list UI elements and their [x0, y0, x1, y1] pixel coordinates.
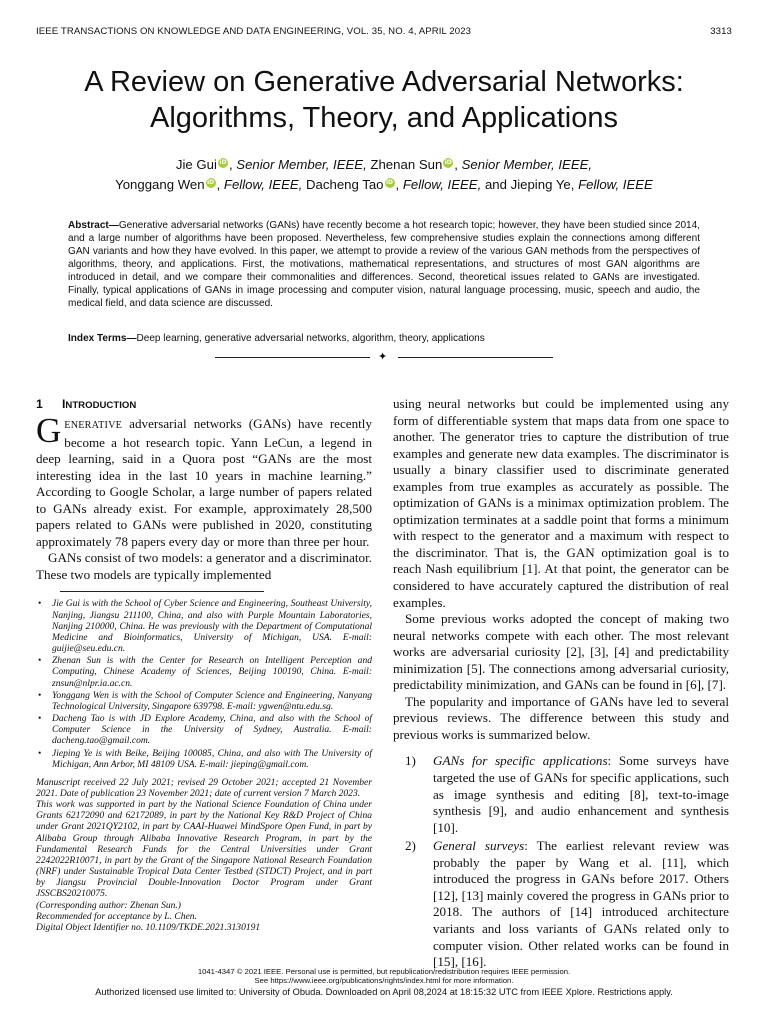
bullet: • — [38, 689, 42, 701]
manuscript-line: Manuscript received 22 July 2021; revised 29 October 2021; accepted 21 November 2021. Date of publication 23 November 2021; date of current version 7 March 2023. — [36, 776, 372, 799]
author-list — [40, 155, 728, 195]
index-terms-label: Index Terms— — [68, 333, 137, 344]
page-footer — [0, 967, 768, 998]
manuscript-line: (Corresponding author: Zhenan Sun.) — [36, 899, 181, 911]
author-name: and Jieping Ye, — [484, 177, 575, 192]
footnote-item — [36, 655, 372, 688]
author-name: Jie Gui — [175, 157, 217, 172]
author-name: Yonggang Wen — [115, 177, 205, 192]
orcid-icon[interactable]: iD — [207, 179, 215, 186]
manuscript-line: Recommended for acceptance by L. Chen. — [36, 910, 197, 922]
right-paragraph-3: The popularity and importance of GANs have led to several previous reviews. The difference between this study and previous works is summarized below. — [393, 693, 729, 742]
affiliation-footnotes — [36, 598, 372, 769]
footnote-text: Zhenan Sun is with the Center for Research on Intelligent Perception and Computing, Chinese Academy of Sciences, Beijing 100190, China. E-mail: znsun@nlpr.ia.ac.cn. — [52, 655, 372, 689]
separator-line-right — [398, 357, 553, 358]
copyright-line: 1041-4347 © 2021 IEEE. Personal use is permitted, but republication/redistribution requires IEEE permission. — [197, 967, 571, 976]
bullet: • — [38, 655, 42, 667]
footnote-text: Dacheng Tao is with JD Explore Academy, China, and also with the School of Computer Science in the University of Sydney, Australia. E-mail: dacheng.tao@gmail.com. — [52, 713, 372, 747]
index-terms-text: Deep learning, generative adversarial networks, algorithm, theory, applications — [136, 333, 485, 344]
author-name: Dacheng Tao — [306, 177, 384, 192]
orcid-icon[interactable]: iD — [219, 159, 227, 166]
right-column — [393, 396, 729, 973]
footnote-rule — [60, 591, 264, 592]
manuscript-info — [36, 777, 372, 933]
footnote-item — [36, 713, 372, 746]
survey-list — [393, 753, 729, 970]
right-paragraph-2: Some previous works adopted the concept of making two neural networks compete with each other. The most relevant works are adversarial curiosity [2], [3], [4] and predictability minimization [5]. The connections among adversarial curiosity, predictability minimization, and GANs can be found in [6], [7]. — [393, 611, 729, 693]
footnote-item — [36, 690, 372, 712]
list-text: : The earliest relevant review was probably the paper by Wang et al. [11], which introduced the progress in GANs before 2017. Others [12], [13] mainly covered the progress in GANs prior to 2018. The authors of [14] introduced architecture variants and loss variants of GANs related only to computer vision. Other related works can be found in [15], [16]. — [433, 838, 729, 970]
intro-paragraph-2: GANs consist of two models: a generator and a discriminator. These two models are typically implemented — [36, 550, 372, 582]
footnote-item — [36, 748, 372, 770]
section-heading — [36, 396, 372, 416]
section-separator — [215, 350, 553, 363]
diamond-icon: ✦ — [378, 350, 388, 363]
list-term: GANs for specific applications — [433, 753, 608, 769]
author-role: Senior Member, IEEE, — [236, 157, 367, 172]
separator-line-left — [215, 357, 370, 358]
right-paragraph-1: using neural networks but could be implemented using any form of differentiable system that maps data from one space to another. The generator tries to capture the distribution of true examples and generate new data examples. The discriminator is usually a binary classifier used to discriminate generated examples from true examples as accurately as possible. The optimization of GANs is a minimax optimization problem. The optimization terminates at a saddle point that forms a minimum with respect to the generator and a maximum with respect to the discriminator. That is, the GAN optimization goal is to reach Nash equilibrium [1]. At that point, the generator can be considered to have accurately captured the distribution of real examples. — [393, 396, 729, 610]
rights-link-line: See https://www.ieee.org/publications/rights/index.html for more information. — [254, 976, 514, 986]
footnote-text: Yonggang Wen is with the School of Computer Science and Engineering, Nanyang Technological University, Singapore 639798. E-mail: ygwen@ntu.edu.sg. — [52, 689, 372, 712]
title-line-2: Algorithms, Theory, and Applications — [149, 102, 618, 134]
paper-title — [0, 64, 768, 136]
journal-name: IEEE TRANSACTIONS ON KNOWLEDGE AND DATA ENGINEERING, VOL. 35, NO. 4, APRIL 2023 — [36, 26, 472, 37]
list-term: General surveys — [433, 838, 525, 854]
footnote-item — [36, 598, 372, 654]
list-number: 1) — [405, 753, 416, 769]
list-number: 2) — [405, 838, 416, 854]
bullet: • — [38, 713, 42, 725]
smallcaps-word: ENERATIVE — [64, 420, 123, 431]
author-role: Fellow, IEEE — [578, 177, 653, 192]
paragraph-text: adversarial networks (GANs) have recently become a hot research topic. Yann LeCun, a legend in deep learning, said in a Quora post “GANs are the most interesting idea in the last 10 years in machine learning.” According to Google Scholar, a large number of papers related to GANs already exist. For example, approximately 28,500 papers related to GANs were published in 2020, constituting approximately 78 papers every day or more than three per hour. — [36, 416, 372, 549]
running-head — [36, 26, 732, 37]
orcid-icon[interactable]: iD — [444, 159, 452, 166]
bullet: • — [38, 598, 42, 610]
author-line-2: Yonggang Wen iD , Fellow, IEEE, Dacheng Tao iD , Fellow, IEEE, and Jieping Ye, Fellow, IEEE — [115, 177, 653, 192]
right-text — [393, 396, 729, 743]
list-item — [393, 753, 729, 836]
dropcap-letter: G — [36, 411, 62, 450]
manuscript-line: Digital Object Identifier no. 10.1109/TKDE.2021.3130191 — [36, 921, 261, 933]
footnote-text: Jie Gui is with the School of Cyber Science and Engineering, Southeast University, Nanjing, Jiangsu 211100, China, and also with Purple Mountain Laboratories, Nanjing 210000, China. He was previously with the Department of Computational Medicine and Bioinformatics, University of Michigan, USA. E-mail: guijie@seu.edu.cn. — [52, 598, 372, 655]
intro-paragraph-1 — [36, 411, 372, 550]
abstract — [68, 219, 700, 310]
page-number: 3313 — [710, 26, 732, 37]
abstract-label: Abstract— — [68, 220, 119, 231]
title-line-1: A Review on Generative Adversarial Networks: — [84, 66, 684, 98]
section-number: 1 — [36, 397, 43, 411]
section-title-rest: NTRODUCTION — [65, 400, 137, 411]
abstract-text: Generative adversarial networks (GANs) have recently become a hot research topic; however, they have been studied since 2014, and a large number of algorithms have been proposed. Nevertheless, few comprehensive studies explain the connections among different GAN variants and how they have evolved. In this paper, we attempt to provide a review of the various GAN methods from the perspectives of algorithms, theory, and applications. First, the motivations, mathematical representations, and structures of most GAN algorithms are introduced in detail, and we compare their commonalities and differences. Second, theoretical issues related to GANs are investigated. Finally, typical applications of GANs in image processing and computer vision, natural language processing, music, speech and audio, the medical field, and data science are discussed. — [68, 220, 700, 310]
footnote-text: Jieping Ye is with Beike, Beijing 100085, China, and also with The University of Michigan, Ann Arbor, MI 48109 USA. E-mail: jieping@gmail.com. — [52, 747, 372, 770]
list-item — [393, 838, 729, 970]
index-terms — [68, 332, 700, 345]
list-text: : Some surveys have targeted the use of GANs for specific applications, such as image synthesis and editing [8], text-to-image synthesis [9], and audio enhancement and synthesis [10]. — [433, 753, 729, 835]
manuscript-line: This work was supported in part by the National Science Foundation of China under Grants 62172090 and 62172089, in part by the National Key R&D Project of China under Grant 2021QY2102, in part by CAAI-Huawei MindSpore Open Fund, in part by Alibaba Group through Alibaba Innovative Research Program, in part by the Fundamental Research Funds for the Central Universities under Grant 2242022R10071, in part by the Grant of the Singapore National Research Foundation (NRF) under Sustainable Tropical Data Center Testbed (STDCT) Project, and in part by Jiangsu Provincial Double-Innovation Doctor Program under Grant JSSCBS20210075. — [36, 799, 372, 900]
section-title-initial: I — [62, 397, 66, 411]
license-line: Authorized licensed use limited to: University of Obuda. Downloaded on April 08,2024 at 18:15:32 UTC from IEEE Xplore. Restrictions apply. — [95, 986, 673, 997]
intro-text — [36, 411, 372, 583]
orcid-icon[interactable]: iD — [385, 179, 394, 186]
author-role: Fellow, IEEE, — [402, 177, 482, 192]
left-column — [36, 396, 372, 933]
bullet: • — [38, 747, 42, 759]
author-name: Zhenan Sun — [370, 157, 443, 172]
author-line-1: Jie Gui iD , Senior Member, IEEE, Zhenan Sun iD , Senior Member, IEEE, — [175, 157, 593, 172]
author-role: Fellow, IEEE, — [223, 177, 303, 192]
author-role: Senior Member, IEEE, — [461, 157, 593, 172]
